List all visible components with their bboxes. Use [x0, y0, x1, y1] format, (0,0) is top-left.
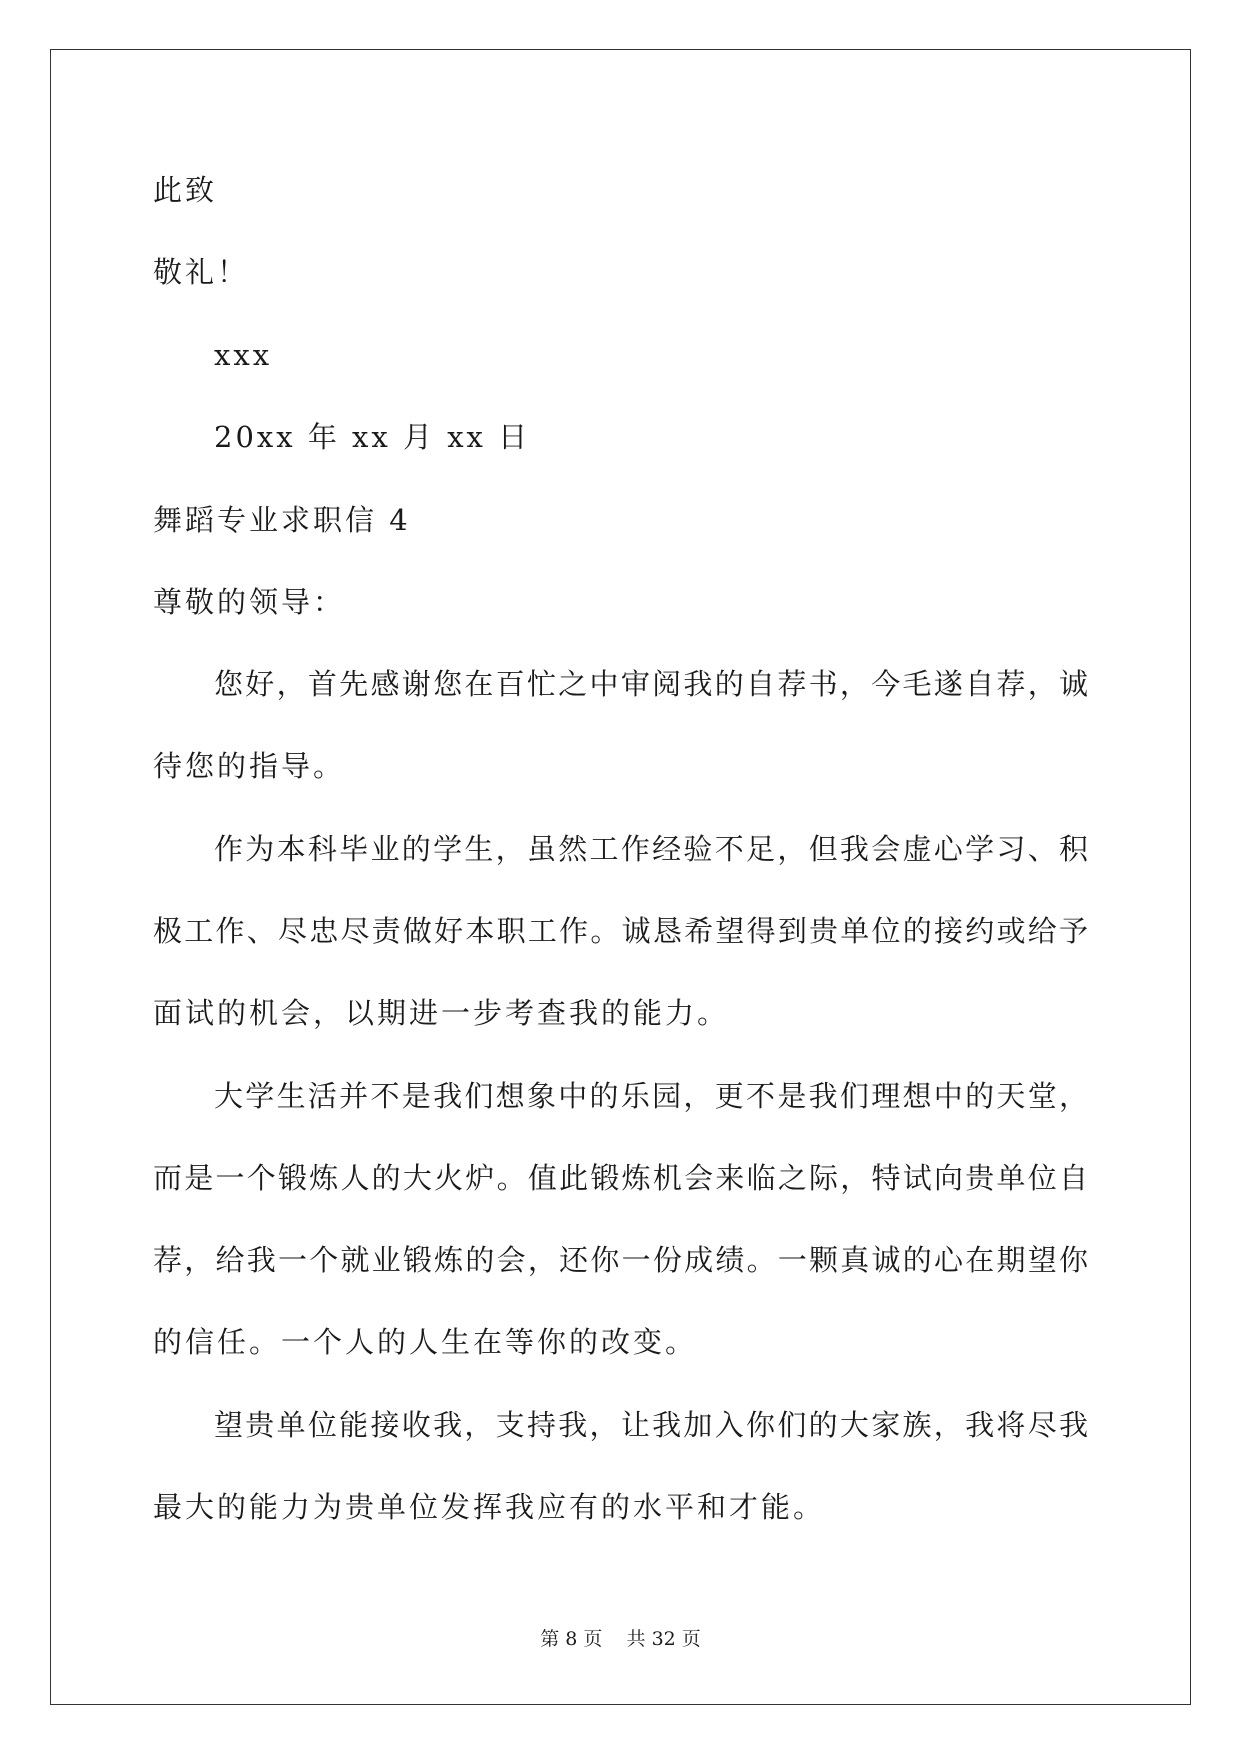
paragraph-line: 荐，给我一个就业锻炼的会，还你一份成绩。一颗真诚的心在期望你	[153, 1243, 1088, 1277]
paragraph-line: 面试的机会，以期进一步考查我的能力。	[153, 996, 730, 1030]
greeting-line: 尊敬的领导：	[153, 585, 346, 619]
paragraph-line: 待您的指导。	[153, 749, 346, 783]
paragraph-line: 望贵单位能接收我，支持我，让我加入你们的大家族，我将尽我	[214, 1408, 1088, 1442]
paragraph-line: 作为本科毕业的学生，虽然工作经验不足，但我会虚心学习、积	[214, 832, 1088, 866]
paragraph-line: 大学生活并不是我们想象中的乐园，更不是我们理想中的天堂，	[214, 1079, 1088, 1113]
date-line: 20xx 年 xx 月 xx 日	[214, 420, 531, 454]
closing-line: 此致	[153, 173, 218, 207]
paragraph-line: 的信任。一个人的人生在等你的改变。	[153, 1325, 698, 1359]
paragraph-line: 您好，首先感谢您在百忙之中审阅我的自荐书，今毛遂自荐，诚	[214, 667, 1088, 701]
signature: xxx	[214, 338, 273, 372]
page-number-footer: 第 8 页 共 32 页	[540, 1628, 701, 1650]
section-title: 舞蹈专业求职信 4	[153, 503, 411, 537]
page-border	[50, 49, 1191, 1705]
salute-line: 敬礼！	[153, 255, 250, 289]
paragraph-line: 极工作、尽忠尽责做好本职工作。诚恳希望得到贵单位的接约或给予	[153, 914, 1088, 948]
paragraph-line: 而是一个锻炼人的大火炉。值此锻炼机会来临之际，特试向贵单位自	[153, 1161, 1088, 1195]
paragraph-line: 最大的能力为贵单位发挥我应有的水平和才能。	[153, 1490, 826, 1524]
